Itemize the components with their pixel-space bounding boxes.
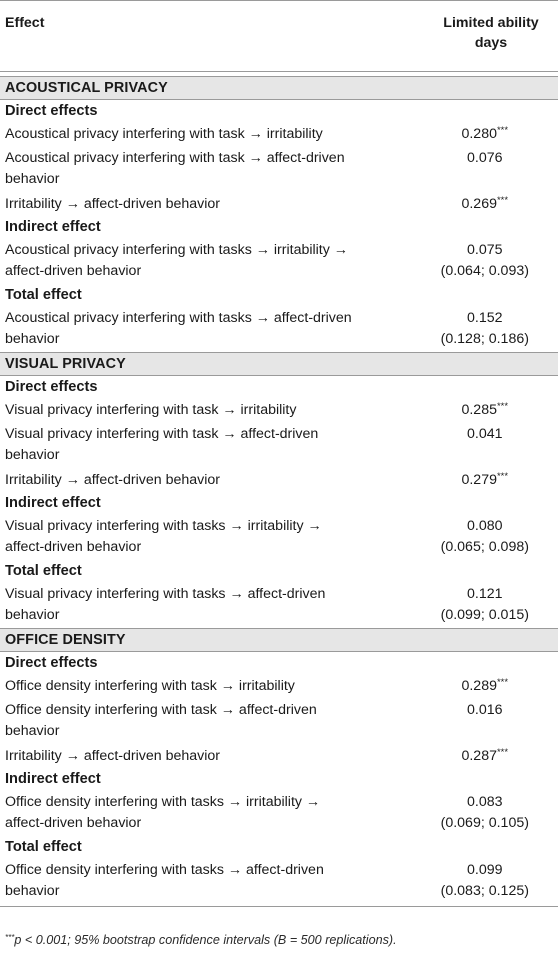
header-effect: Effect xyxy=(5,15,45,31)
table-row: Office density interfering with task → irritability 0.289*** xyxy=(5,677,509,694)
group-title-total: Total effect xyxy=(5,839,82,855)
group-title-indirect: Indirect effect xyxy=(5,219,101,235)
table-row: Irritability → affect-driven behavior 0.269*** xyxy=(5,195,509,212)
table-row: Office density interfering with tasks → irritability → affect-driven behavior 0.083 (0.069; 0.105) xyxy=(5,794,529,831)
table-row: Visual privacy interfering with tasks → affect-driven behavior 0.121 (0.099; 0.015) xyxy=(5,586,529,623)
group-title-direct: Direct effects xyxy=(5,103,98,119)
group-title-total: Total effect xyxy=(5,563,82,579)
table-row: Visual privacy interfering with task → irritability 0.285*** xyxy=(5,401,509,418)
group-title-indirect: Indirect effect xyxy=(5,495,101,511)
table-footnote: ***p < 0.001; 95% bootstrap confidence intervals (B = 500 replications). xyxy=(5,933,397,947)
table-row: Visual privacy interfering with task → affect-driven behavior 0.041 xyxy=(5,426,503,463)
table-header xyxy=(0,0,558,72)
table-bottom-rule xyxy=(0,906,558,907)
table-row: Acoustical privacy interfering with tasks → irritability → affect-driven behavior 0.075 (0.064; 0.093) xyxy=(5,242,529,279)
section-title-visual-privacy: VISUAL PRIVACY xyxy=(0,352,558,376)
table-row: Acoustical privacy interfering with task → affect-driven behavior 0.076 xyxy=(5,150,503,187)
table-row: Visual privacy interfering with tasks → irritability → affect-driven behavior 0.080 (0.065; 0.098) xyxy=(5,518,529,555)
group-title-direct: Direct effects xyxy=(5,379,98,395)
group-title-total: Total effect xyxy=(5,287,82,303)
table-row: Office density interfering with tasks → affect-driven behavior 0.099 (0.083; 0.125) xyxy=(5,862,529,899)
table-row: Acoustical privacy interfering with tasks → affect-driven behavior 0.152 (0.128; 0.186) xyxy=(5,310,529,347)
table-row: Acoustical privacy interfering with task → irritability 0.280*** xyxy=(5,125,509,142)
section-title-acoustical-privacy: ACOUSTICAL PRIVACY xyxy=(0,76,558,100)
header-limited-ability-days: Limited ability days xyxy=(443,15,539,52)
section-title-office-density: OFFICE DENSITY xyxy=(0,628,558,652)
table-row: Irritability → affect-driven behavior 0.279*** xyxy=(5,471,509,488)
group-title-direct: Direct effects xyxy=(5,655,98,671)
group-title-indirect: Indirect effect xyxy=(5,771,101,787)
table-row: Office density interfering with task → affect-driven behavior 0.016 xyxy=(5,702,503,739)
table-row: Irritability → affect-driven behavior 0.287*** xyxy=(5,747,509,764)
